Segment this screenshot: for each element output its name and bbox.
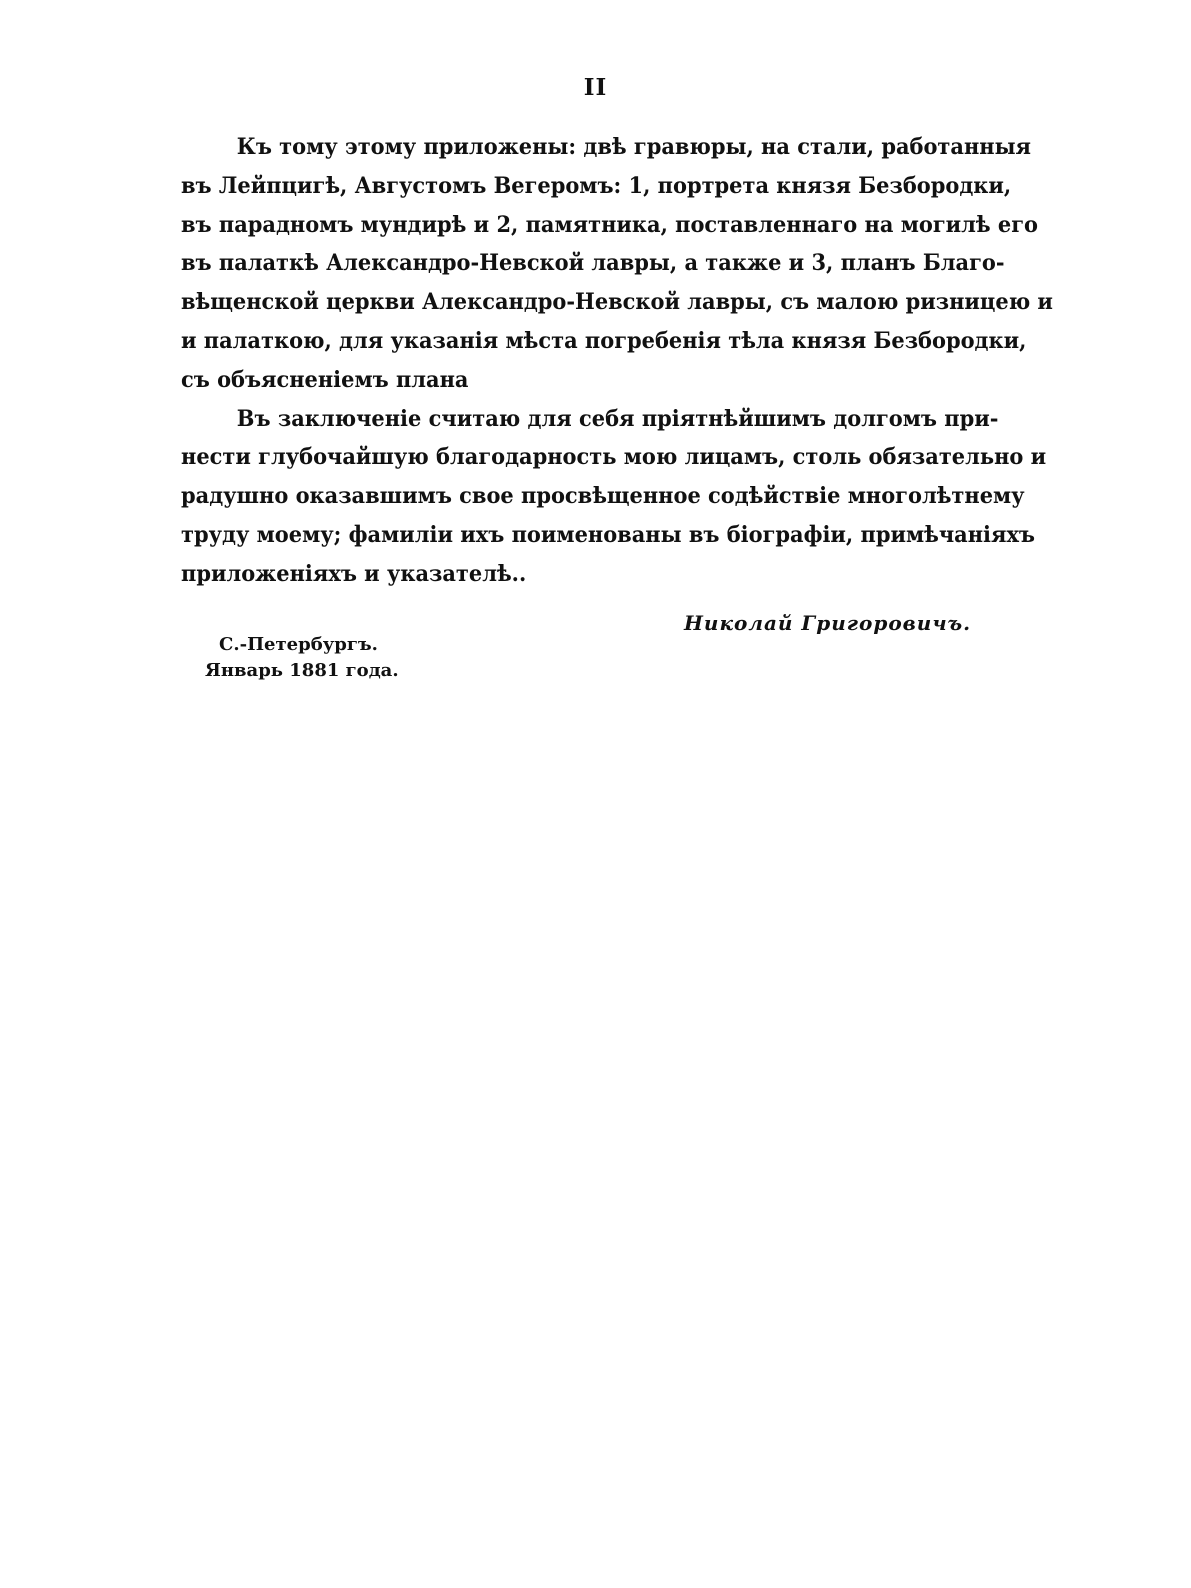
text-line: съ объясненіемъ плана xyxy=(181,366,469,393)
text-line: въ парадномъ мундирѣ и 2, памятника, поставленнаго на могилѣ его xyxy=(181,211,1039,238)
text-line: радушно оказавшимъ свое просвѣщенное содѣйствіе многолѣтнему xyxy=(181,483,1025,510)
page-number: II xyxy=(583,74,608,101)
text-line: въ Лейпцигѣ, Августомъ Вегеромъ: 1, портрета князя Безбородки, xyxy=(181,172,1012,199)
author-signature: Николай Григоровичъ. xyxy=(684,611,972,635)
text-line: труду моему; фамиліи ихъ поименованы въ біографіи, примѣчаніяхъ xyxy=(181,521,1035,548)
text-line: вѣщенской церкви Александро-Невской лавры, съ малою ризницею и xyxy=(181,289,1053,316)
text-line: и палаткою, для указанія мѣста погребенія тѣла князя Безбородки, xyxy=(181,327,1027,354)
place-date-block xyxy=(205,632,405,684)
text-line: приложеніяхъ и указателѣ.. xyxy=(181,560,527,587)
text-line: нести глубочайшую благодарность мою лицамъ, столь обязательно и xyxy=(181,444,1047,471)
text-line: въ палаткѣ Александро-Невской лавры, а также и 3, планъ Благо- xyxy=(181,250,1005,277)
text-line: Къ тому этому приложены: двѣ гравюры, на стали, работанныя xyxy=(236,134,1032,160)
body-text xyxy=(181,128,1053,594)
date-line: Январь 1881 года. xyxy=(205,660,399,681)
place-line: С.-Петербургъ. xyxy=(219,634,378,655)
text-line: Въ заключеніе считаю для себя пріятнѣйшимъ долгомъ при- xyxy=(236,405,999,432)
